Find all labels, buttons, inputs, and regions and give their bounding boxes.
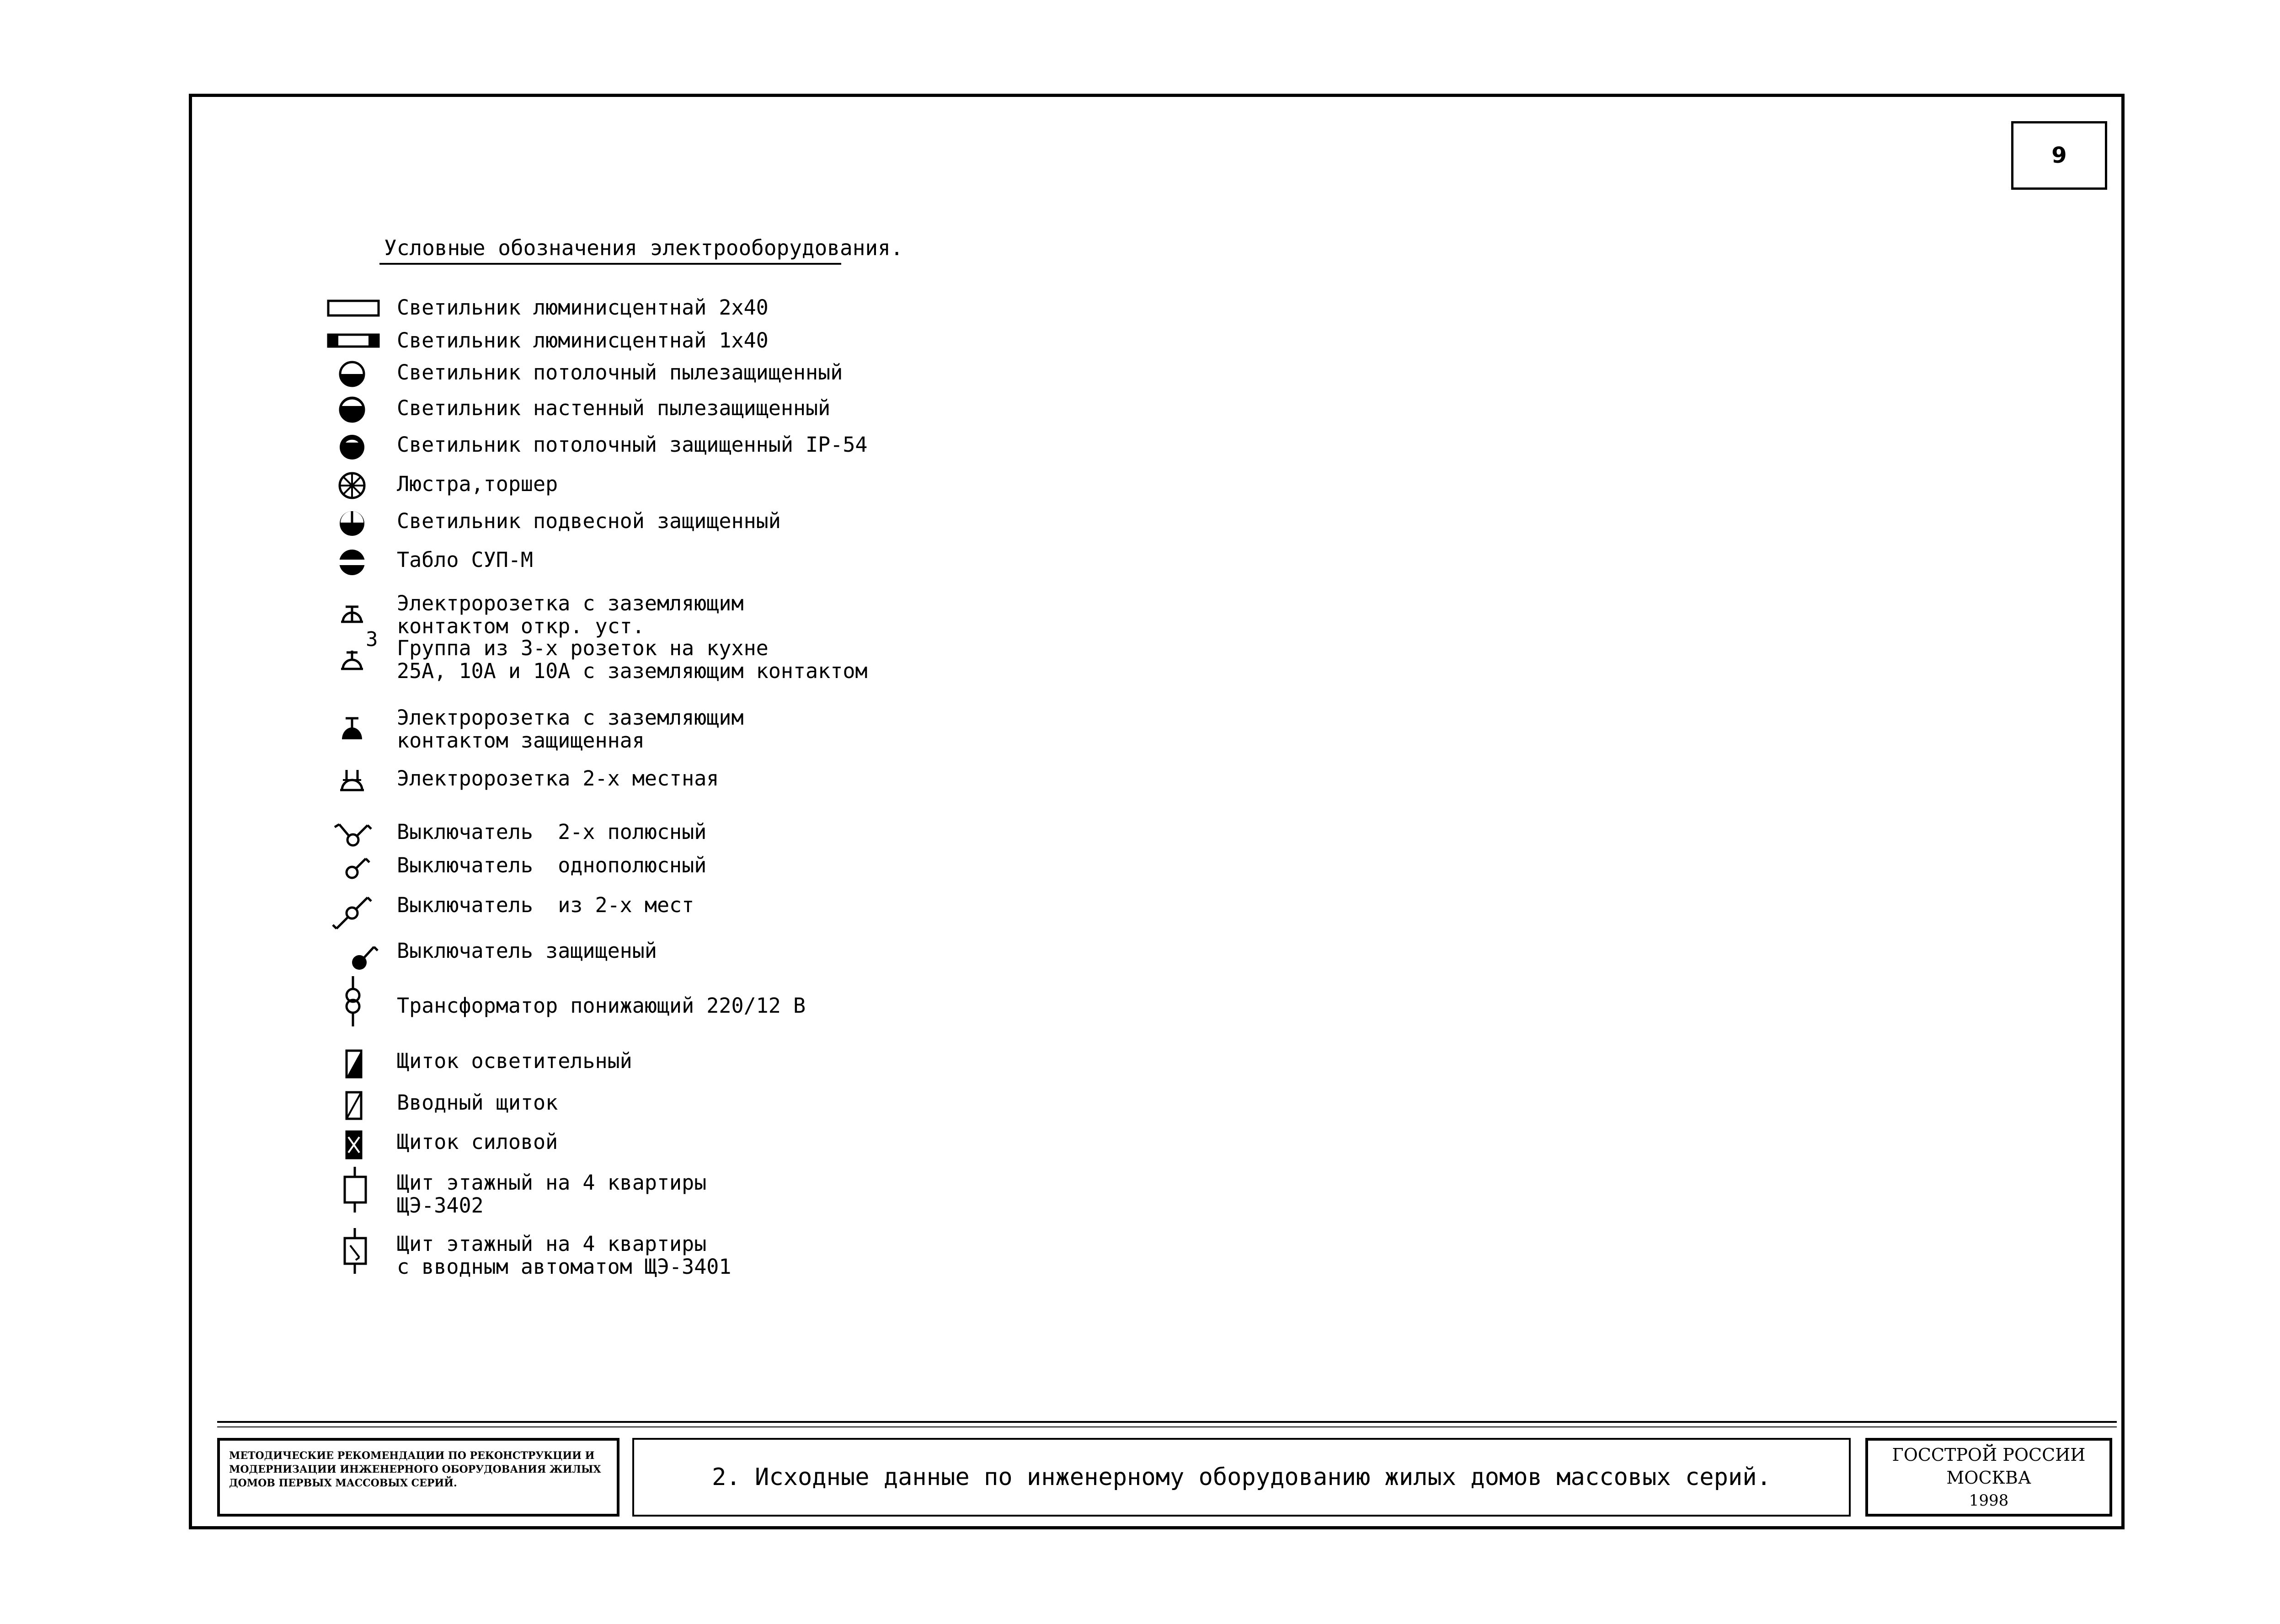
socket-protected-icon: [320, 711, 375, 757]
legend-label: Выключатель однополюсный: [397, 853, 707, 877]
legend-label: Выключатель защищеный: [397, 939, 657, 963]
wall-lamp-icon: [320, 397, 375, 424]
org-year: 1998: [1969, 1491, 2009, 1510]
title-block-section-title: 2. Исходные данные по инженерному оборудованию жилых домов массовых серий.: [632, 1438, 1851, 1517]
title-block-rule-thin: [217, 1426, 2117, 1427]
legend-label: Щиток силовой: [397, 1130, 558, 1154]
half-filled-circle-icon: [320, 361, 375, 389]
org-name: ГОССТРОЙ РОССИИ: [1892, 1445, 2086, 1465]
title-block-document-name: МЕТОДИЧЕСКИЕ РЕКОМЕНДАЦИИ ПО РЕКОНСТРУКЦИИ И МОДЕРНИЗАЦИИ ИНЖЕНЕРНОГО ОБОРУДОВАНИЯ ЖИЛЫХ ДОМОВ ПЕРВЫХ МАССОВЫХ СЕРИЙ.: [217, 1438, 619, 1517]
legend-label: Группа из 3-х розеток на кухне 25А, 10А и 10А с заземляющим контактом: [397, 636, 868, 683]
legend-label: Электророзетка с заземляющим контактом защищенная: [397, 705, 744, 753]
switch-single-pole-icon: [320, 854, 384, 886]
title-underline: [379, 263, 841, 265]
input-panel-icon: [320, 1091, 384, 1123]
transformer-icon: [320, 976, 384, 1036]
legend-label: Светильник люминисцентнай 1х40: [397, 328, 769, 353]
exit-sign-icon: [320, 549, 375, 576]
legend-label: Щит этажный на 4 квартиры с вводным автоматом ЩЭ-3401: [397, 1232, 732, 1279]
legend-label: Светильник потолочный пылезащищенный: [397, 360, 843, 385]
legend-label: Вводный щиток: [397, 1090, 558, 1115]
rectangle-filled-ends-icon: [320, 329, 375, 352]
socket-count: 3: [366, 628, 378, 651]
title-block-organization: [1865, 1438, 2112, 1517]
lighting-panel-icon: [320, 1050, 384, 1082]
floor-panel-breaker-icon: [320, 1228, 384, 1278]
legend-label: Выключатель из 2-х мест: [397, 893, 694, 917]
filled-circle-dome-icon: [320, 433, 375, 461]
legend-label: Трансформатор понижающий 220/12 В: [397, 994, 806, 1018]
power-panel-icon: [320, 1131, 384, 1163]
socket-double-icon: [320, 767, 375, 799]
chandelier-icon: [320, 473, 375, 500]
legend-label: Светильник подвесной защищенный: [397, 509, 781, 533]
page-number: 9: [2011, 121, 2107, 190]
switch-two-pole-icon: [320, 821, 384, 853]
floor-panel-icon: [320, 1167, 384, 1217]
legend-title: Условные обозначения электрооборудования.: [384, 235, 903, 260]
org-city: МОСКВА: [1946, 1468, 2031, 1488]
legend-label: Светильник потолочный защищенный IP-54: [397, 433, 868, 457]
legend-label: Выключатель 2-х полюсный: [397, 820, 707, 844]
legend-label: Электророзетка с заземляющим контактом откр. уст.: [397, 591, 744, 638]
title-block-rule: [217, 1421, 2117, 1423]
legend-label: Щит этажный на 4 квартиры ЩЭ-3402: [397, 1170, 707, 1218]
legend-label: Электророзетка 2-х местная: [397, 766, 719, 791]
legend-label: Табло СУП-М: [397, 548, 534, 572]
legend-label: Щиток осветительный: [397, 1049, 632, 1073]
legend-label: Светильник люминисцентнай 2х40: [397, 295, 769, 320]
legend-label: Люстра,торшер: [397, 472, 558, 496]
pendant-lamp-icon: [320, 510, 375, 537]
legend-label: Светильник настенный пылезащищенный: [397, 396, 831, 420]
switch-two-way-icon: [320, 894, 384, 930]
switch-protected-icon: [320, 940, 384, 976]
rectangle-outline-icon: [320, 296, 375, 319]
